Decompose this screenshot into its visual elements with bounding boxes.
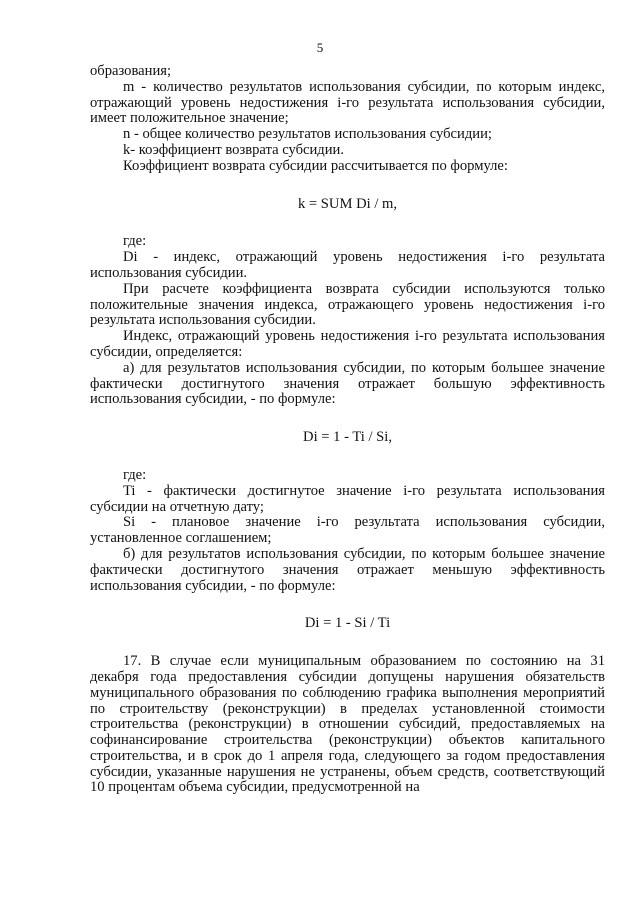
formula: Di = 1 - Ti / Si, xyxy=(303,429,392,446)
paragraph: При расчете коэффициента возврата субсидии используются только положительные значения индекса, отражающего уровень недостижения i-го результата использования субсидии. xyxy=(90,280,605,329)
paragraph: Di - индекс, отражающий уровень недостижения i-го результата использования субсидии. xyxy=(90,249,605,281)
paragraph: образования; xyxy=(90,63,172,79)
paragraph: Ti - фактически достигнутое значение i-го результата использования субсидии на отчетную дату; xyxy=(90,482,605,515)
paragraph: Si - плановое значение i-го результата использования субсидии, установленное соглашением; xyxy=(90,514,605,547)
formula: k = SUM Di / m, xyxy=(297,195,398,212)
paragraph: б) для результатов использования субсидии, по которым большее значение фактически достигнутого значения отражает меньшую эффективность использования субсидии, - по формуле: xyxy=(90,545,605,594)
paragraph: m - количество результатов использования субсидии, по которым индекс, отражающий уровень недостижения i-го результата использования субсидии, имеет положительное значение; xyxy=(90,78,605,127)
paragraph: а) для результатов использования субсидии, по которым большее значение фактически достигнутого значения отражает большую эффективность использования субсидии, - по формуле: xyxy=(90,359,605,408)
page-number: 5 xyxy=(316,40,324,55)
paragraph: 17. В случае если муниципальным образованием по состоянию на 31 декабря года предоставления субсидии допущены нарушения обязательств муниципального образования по соблюдению графика выполнения мероприятий по строительству (реконструкции) в пределах установленной стоимости строительства (реконструкции) в отношении субсидий, предоставляемых на софинансирование строительства (реконструкции) объектов капитального строительства, и в срок до 1 апреля года, следующего за годом предоставления субсидии, указанные нарушения не устранены, объем средств, соответствующий 10 процентам объема субсидии, предусмотренной на xyxy=(90,653,605,796)
paragraph: где: xyxy=(123,466,147,483)
document-body xyxy=(90,64,605,796)
paragraph: k- коэффициент возврата субсидии. xyxy=(123,141,344,158)
paragraph: n - общее количество результатов использования субсидии; xyxy=(123,126,492,143)
paragraph: Коэффициент возврата субсидии рассчитывается по формуле: xyxy=(123,157,508,174)
paragraph: где: xyxy=(123,233,147,250)
paragraph: Индекс, отражающий уровень недостижения i-го результата использования субсидии, определяется: xyxy=(90,328,605,360)
formula: Di = 1 - Si / Ti xyxy=(304,615,391,632)
